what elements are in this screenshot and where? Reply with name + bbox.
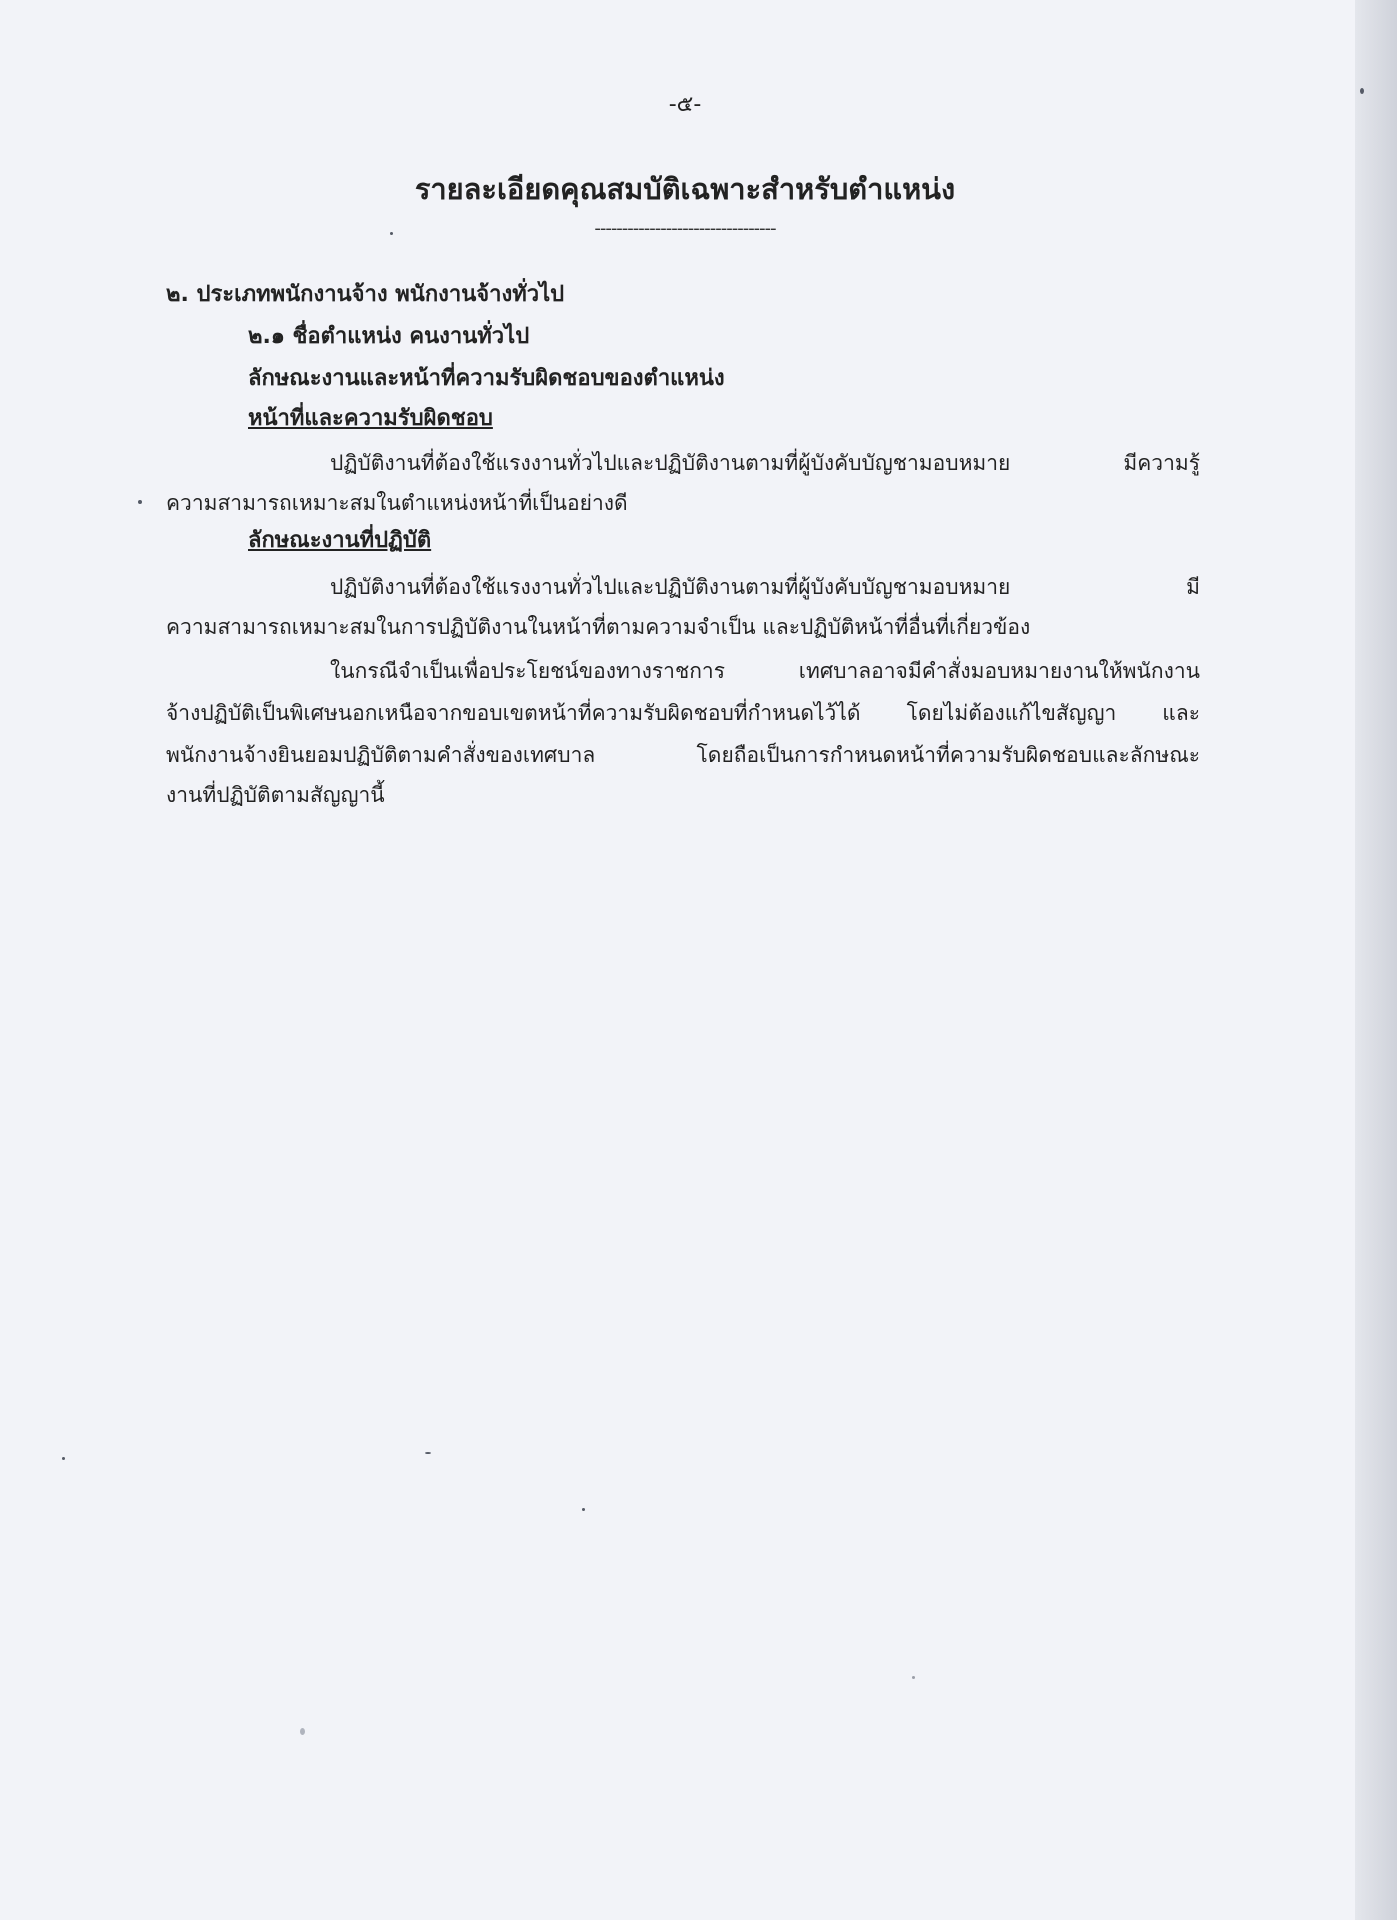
position-name: ๒.๑ ชื่อตำแหน่ง คนงานทั่วไป bbox=[248, 324, 530, 349]
scan-speck bbox=[1360, 88, 1364, 94]
page-number: -๕- bbox=[668, 92, 702, 117]
responsibility-text-line-1: ปฏิบัติงานที่ต้องใช้แรงงานทั่วไปและปฏิบัติงานตามที่ผู้บังคับบัญชามอบหมาย มีความรู้ bbox=[330, 451, 1200, 475]
page-edge bbox=[1355, 0, 1397, 1920]
responsibility-label: หน้าที่และความรับผิดชอบ bbox=[248, 406, 493, 431]
work-nature-text-line-2: ความสามารถเหมาะสมในการปฏิบัติงานในหน้าที่ตามความจำเป็น และปฏิบัติหน้าที่อื่นที่เกี่ยวข้อง bbox=[166, 615, 1031, 639]
title-divider: --------------------------------- bbox=[594, 218, 776, 239]
scan-speck bbox=[62, 1457, 65, 1460]
work-nature-text-line-4: จ้างปฏิบัติเป็นพิเศษนอกเหนือจากขอบเขตหน้าที่ความรับผิดชอบที่กำหนดไว้ได้ โดยไม่ต้องแก้ไขสัญญา และ bbox=[166, 701, 1200, 725]
document-title: รายละเอียดคุณสมบัติเฉพาะสำหรับตำแหน่ง bbox=[414, 172, 956, 206]
work-nature-label: ลักษณะงานที่ปฏิบัติ bbox=[248, 528, 432, 553]
work-nature-text-line-1: ปฏิบัติงานที่ต้องใช้แรงงานทั่วไปและปฏิบัติงานตามที่ผู้บังคับบัญชามอบหมาย มี bbox=[330, 575, 1200, 599]
scan-speck bbox=[425, 1452, 431, 1454]
scan-speck bbox=[390, 232, 393, 235]
scan-speck bbox=[582, 1508, 585, 1511]
work-nature-text-line-5: พนักงานจ้างยินยอมปฏิบัติตามคำสั่งของเทศบาล โดยถือเป็นการกำหนดหน้าที่ความรับผิดชอบและลักษณะ bbox=[166, 743, 1200, 767]
scan-speck bbox=[912, 1676, 915, 1679]
scan-speck bbox=[138, 500, 142, 504]
section-heading: ๒. ประเภทพนักงานจ้าง พนักงานจ้างทั่วไป bbox=[166, 282, 565, 307]
responsibility-text-line-2: ความสามารถเหมาะสมในตำแหน่งหน้าที่เป็นอย่างดี bbox=[166, 491, 628, 515]
duties-heading: ลักษณะงานและหน้าที่ความรับผิดชอบของตำแหน่ง bbox=[248, 366, 725, 391]
work-nature-text-line-3: ในกรณีจำเป็นเพื่อประโยชน์ของทางราชการ เทศบาลอาจมีคำสั่งมอบหมายงานให้พนักงาน bbox=[330, 659, 1200, 683]
scan-speck bbox=[300, 1728, 305, 1735]
work-nature-text-line-6: งานที่ปฏิบัติตามสัญญานี้ bbox=[166, 783, 385, 807]
